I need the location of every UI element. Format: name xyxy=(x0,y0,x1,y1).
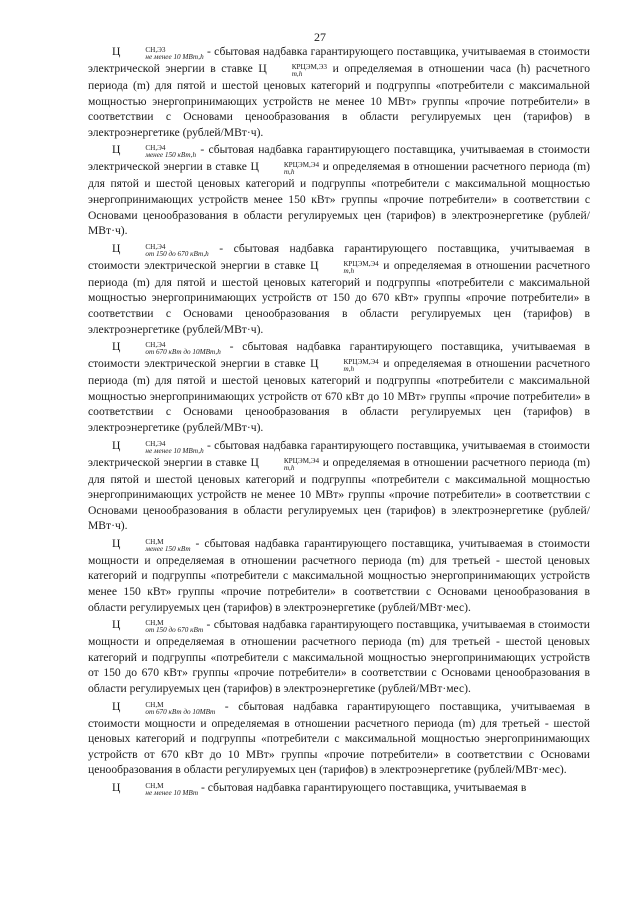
rate-symbol: Ц КРЦЭМ,Э3 m,h xyxy=(258,62,327,78)
tariff-symbol: Ц СН,Э4 не менее 10 МВт,h xyxy=(112,438,204,455)
paragraph-ee-e4-less-150kw: Ц СН,Э4 менее 150 кВт,h - сбытовая надбавка гарантирующего поставщика, учитываемая в стоимости электрической энергии в ставке Ц КРЦЭМ,Э4 m,h и определяемая в отношении расчетного периода (m) для пятой и шестой ценовых категорий и подгруппы «потребители с максимальной мощностью энергопринимающих устройств менее 150 кВт» группы «прочие потребители» в соответствии с Основами ценообразования в области регулируемых цен (тарифов) в электроэнергетике (рублей/МВт·ч). xyxy=(88,143,591,238)
paragraph-ee-e4-670kw-10mw: Ц СН,Э4 от 670 кВт до 10МВт,h - сбытовая надбавка гарантирующего поставщика, учитываемая в стоимости электрической энергии в ставке Ц КРЦЭМ,Э4 m,h и определяемая в отношении расчетного периода (m) для пятой и шестой ценовых категорий и подгруппы «потребители с максимальной мощностью энергопринимающих устройств от 670 кВт до 10 МВт» группы «прочие потребители» в соответствии с Основами ценообразования в области регулируемых цен (тарифов) в электроэнергетике (рублей/МВт·ч). xyxy=(88,340,590,434)
tariff-symbol: Ц СН,М от 670 кВт до 10МВт xyxy=(112,699,216,716)
tariff-symbol: Ц СН,М менее 150 кВт xyxy=(112,536,191,553)
rate-symbol: Ц КРЦЭМ,Э4 m,h xyxy=(310,258,379,275)
paragraph-power-670kw-10mw: Ц СН,М от 670 кВт до 10МВт - сбытовая надбавка гарантирующего поставщика, учитываемая в стоимости мощности и определяемая в отношении расчетного периода (m) для третьей - шестой ценовых категорий и подгруппы «потребители с максимальной мощностью энергопринимающих устройств от 670 кВт до 10 МВт» группы «прочие потребители» в соответствии с Основами ценообразования в области регулируемых цен (тарифов) в электроэнергетике (рублей/МВт·мес). xyxy=(88,699,590,777)
paragraph-ee-e4-150-670kw: Ц СН,Э4 от 150 до 670 кВт,h - сбытовая надбавка гарантирующего поставщика, учитываемая в стоимости электрической энергии в ставке Ц КРЦЭМ,Э4 m,h и определяемая в отношении расчетного периода (m) для пятой и шестой ценовых категорий и подгруппы «потребители с максимальной мощностью энергопринимающих устройств от 150 до 670 кВт» группы «прочие потребители» в соответствии с Основами ценообразования в области регулируемых цен (тарифов) в электроэнергетике (рублей/МВт·ч). xyxy=(88,241,590,336)
tariff-symbol: Ц СН,Э3 не менее 10 МВт,h xyxy=(112,45,204,61)
tariff-symbol: Ц СН,М от 150 до 670 кВт xyxy=(112,618,204,635)
tariff-symbol: Ц СН,М не менее 10 МВт xyxy=(112,781,199,797)
tariff-symbol: Ц СН,Э4 от 670 кВт до 10МВт,h xyxy=(112,340,221,357)
paragraph-power-less-150kw: Ц СН,М менее 150 кВт - сбытовая надбавка гарантирующего поставщика, учитываемая в стоимости мощности и определяемая в отношении расчетного периода (m) для третьей - шестой ценовых категорий и подгруппы «потребители с максимальной мощностью энергопринимающих устройств менее 150 кВт» группы «прочие потребители» в соответствии с Основами ценообразования в области регулируемых цен (тарифов) в электроэнергетике (рублей/МВт·мес). xyxy=(88,536,591,614)
page-number: 27 xyxy=(314,30,326,44)
rate-symbol: Ц КРЦЭМ,Э4 m,h xyxy=(250,455,320,472)
paragraph-power-150-670kw: Ц СН,М от 150 до 670 кВт - сбытовая надбавка гарантирующего поставщика, учитываемая в стоимости мощности и определяемая в отношении расчетного периода (m) для третьей - шестой ценовых категорий и подгруппы «потребители с максимальной мощностью энергопринимающих устройств от 150 до 670 кВт» группы «прочие потребители» в соответствии с Основами ценообразования в области регулируемых цен (тарифов) в электроэнергетике (рублей/МВт·мес). xyxy=(88,618,591,696)
paragraph-ee-e3-10mw: Ц СН,Э3 не менее 10 МВт,h - сбытовая надбавка гарантирующего поставщика, учитываемая в стоимости электрической энергии в ставке Ц КРЦЭМ,Э3 m,h и определяемая в отношении часа (h) расчетного периода (m) для пятой и шестой ценовых категорий и подгруппы «потребители с максимальной мощностью энергопринимающих устройств не менее 10 МВт» группы «прочие потребители» в соответствии с Основами ценообразования в области регулируемых цен (тарифов) в электроэнергетике (рублей/МВт·ч). xyxy=(88,45,590,139)
rate-symbol: Ц КРЦЭМ,Э4 m,h xyxy=(310,357,379,374)
paragraph-ee-e4-10mw: Ц СН,Э4 не менее 10 МВт,h - сбытовая надбавка гарантирующего поставщика, учитываемая в стоимости электрической энергии в ставке Ц КРЦЭМ,Э4 m,h и определяемая в отношении расчетного периода (m) для пятой и шестой ценовых категорий и подгруппы «потребители с максимальной мощностью энергопринимающих устройств не менее 10 МВт» группы «прочие потребители» в соответствии с Основами ценообразования в области регулируемых цен (тарифов) в электроэнергетике (рублей/МВт·ч). xyxy=(88,438,591,533)
paragraph-power-10mw: Ц СН,М не менее 10 МВт - сбытовая надбавка гарантирующего поставщика, учитываемая в xyxy=(112,781,527,797)
tariff-symbol: Ц СН,Э4 менее 150 кВт,h xyxy=(112,143,197,160)
rate-symbol: Ц КРЦЭМ,Э4 m,h xyxy=(250,160,320,177)
tariff-symbol: Ц СН,Э4 от 150 до 670 кВт,h xyxy=(112,241,209,258)
